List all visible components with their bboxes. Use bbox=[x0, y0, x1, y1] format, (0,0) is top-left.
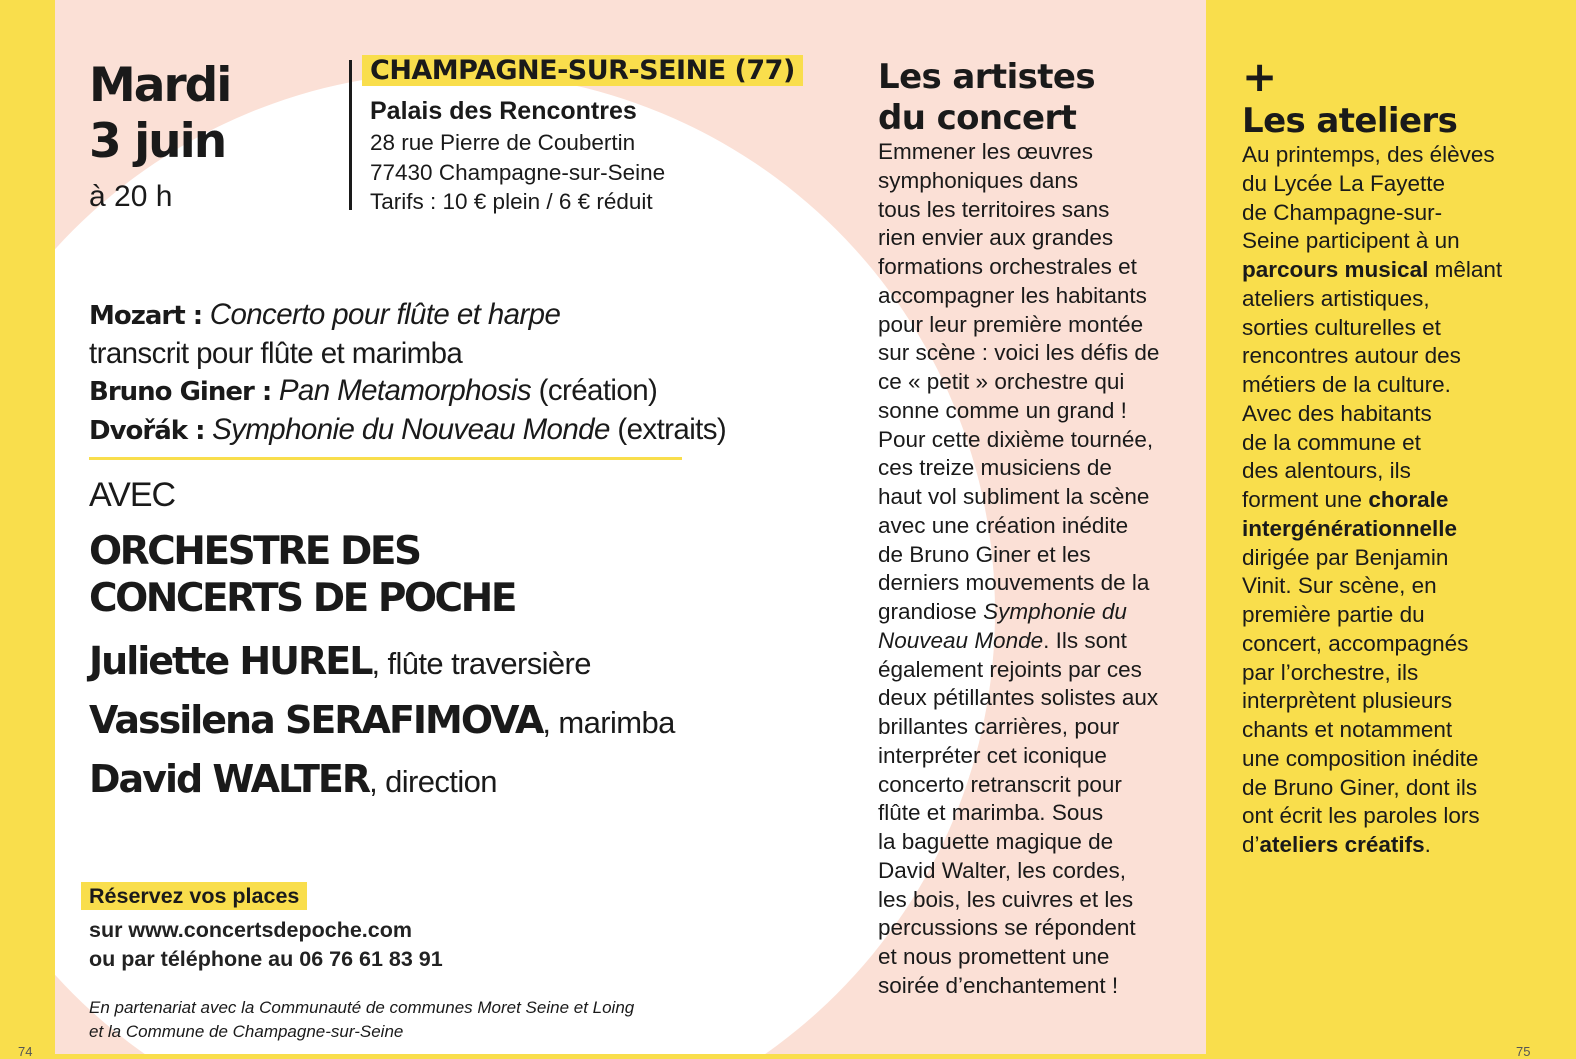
text-line bbox=[878, 598, 1159, 627]
text-line: symphoniques dans bbox=[878, 167, 1079, 193]
orchestra-name bbox=[89, 528, 515, 622]
venue-address bbox=[370, 128, 665, 217]
booking-website[interactable]: sur www.concertsdepoche.com bbox=[89, 918, 412, 942]
artist-walter bbox=[89, 754, 675, 813]
artists-title-line2: du concert bbox=[878, 98, 1077, 138]
artists-list bbox=[89, 636, 675, 813]
text-line: soirée d’enchantement ! bbox=[878, 972, 1119, 998]
booking-phone[interactable]: ou par téléphone au 06 76 61 83 91 bbox=[89, 947, 443, 971]
text-line: rencontres autour des bbox=[1242, 343, 1461, 369]
text-line: ont écrit les paroles lors bbox=[1242, 803, 1480, 829]
venue-name: Palais des Rencontres bbox=[370, 97, 637, 125]
venue-address-line1: 28 rue Pierre de Coubertin bbox=[370, 130, 636, 155]
artist-hurel bbox=[89, 636, 675, 695]
text-segment: mêlant bbox=[1428, 257, 1503, 282]
text-segment-italic: Nouveau Monde bbox=[878, 627, 1044, 653]
text-line: également rejoints par ces bbox=[878, 656, 1142, 682]
composer-dvorak: Dvořák : bbox=[89, 416, 205, 446]
artists-title-line1: Les artistes bbox=[878, 57, 1096, 97]
work-dvorak: Symphonie du Nouveau Monde bbox=[212, 413, 610, 446]
text-line: de Bruno Giner et les bbox=[878, 541, 1091, 567]
text-line bbox=[1242, 515, 1502, 544]
event-date: 3 juin bbox=[89, 114, 226, 169]
text-segment: forment une bbox=[1242, 487, 1369, 512]
text-line: chants et notamment bbox=[1242, 717, 1453, 742]
page-number-right: 75 bbox=[1516, 1044, 1531, 1059]
composer-giner: Bruno Giner : bbox=[89, 377, 272, 407]
text-line: du Lycée La Fayette bbox=[1242, 170, 1446, 196]
text-line: concerto retranscrit pour bbox=[878, 771, 1122, 797]
artist-name: David WALTER bbox=[89, 757, 370, 801]
text-line: accompagner les habitants bbox=[878, 282, 1147, 308]
text-line: tous les territoires sans bbox=[878, 196, 1110, 222]
text-segment-bold: intergénérationnelle bbox=[1242, 515, 1458, 541]
text-line: formations orchestrales et bbox=[878, 254, 1137, 279]
text-line: David Walter, les cordes, bbox=[878, 857, 1127, 883]
text-segment-bold: chorale bbox=[1368, 487, 1449, 512]
program-dvorak bbox=[89, 411, 726, 450]
text-line: première partie du bbox=[1242, 602, 1425, 627]
venue-city: CHAMPAGNE-SUR-SEINE (77) bbox=[362, 55, 803, 86]
text-line: de Champagne-sur- bbox=[1242, 199, 1443, 225]
composer-mozart: Mozart : bbox=[89, 301, 203, 331]
text-line: sorties culturelles et bbox=[1242, 314, 1441, 340]
venue-prices: Tarifs : 10 € plein / 6 € réduit bbox=[370, 189, 653, 214]
program-mozart bbox=[89, 296, 726, 335]
artist-name: Vassilena SERAFIMOVA bbox=[89, 698, 543, 742]
booking-highlight bbox=[81, 884, 307, 909]
artist-role: , flûte traversière bbox=[371, 646, 591, 681]
partnership-note bbox=[89, 996, 634, 1044]
note-giner: (création) bbox=[538, 374, 658, 407]
text-line: brillantes carrières, pour bbox=[878, 714, 1120, 739]
plus-icon: + bbox=[1242, 52, 1278, 101]
booking-label: Réservez vos places bbox=[81, 882, 307, 910]
section-divider bbox=[89, 457, 682, 460]
venue-city-highlight bbox=[362, 55, 803, 86]
text-line: la baguette magique de bbox=[878, 829, 1114, 854]
text-line: interpréter cet iconique bbox=[878, 742, 1107, 768]
artists-column-text bbox=[878, 138, 1159, 1001]
text-line: des alentours, ils bbox=[1242, 458, 1411, 484]
text-segment-bold: ateliers créatifs bbox=[1259, 832, 1425, 857]
text-line: par l’orchestre, ils bbox=[1242, 659, 1419, 685]
text-line: haut vol subliment la scène bbox=[878, 484, 1150, 509]
program-giner bbox=[89, 372, 726, 411]
text-line: flûte et marimba. Sous bbox=[878, 800, 1104, 826]
text-line: métiers de la culture. bbox=[1242, 372, 1451, 397]
text-line: concert, accompagnés bbox=[1242, 630, 1469, 656]
text-line: percussions se répondent bbox=[878, 915, 1136, 941]
ateliers-column-text bbox=[1242, 141, 1502, 860]
avec-label: AVEC bbox=[89, 476, 176, 514]
text-line: Seine participent à un bbox=[1242, 228, 1460, 254]
orchestra-line1: ORCHESTRE DES bbox=[89, 529, 420, 574]
text-line: dirigée par Benjamin bbox=[1242, 544, 1449, 570]
event-day: Mardi bbox=[89, 58, 231, 113]
text-line bbox=[1242, 486, 1502, 515]
orchestra-line2: CONCERTS DE POCHE bbox=[89, 576, 515, 621]
text-line: pour leur première montée bbox=[878, 311, 1144, 337]
booking-info bbox=[89, 916, 443, 974]
text-line: ce « petit » orchestre qui bbox=[878, 369, 1125, 394]
program-mozart-note: transcrit pour flûte et marimba bbox=[89, 337, 463, 370]
program-list bbox=[89, 296, 726, 450]
text-line bbox=[1242, 831, 1502, 860]
venue-divider bbox=[349, 60, 352, 210]
text-line: Emmener les œuvres bbox=[878, 139, 1094, 164]
text-line bbox=[878, 627, 1159, 656]
text-line: Vinit. Sur scène, en bbox=[1242, 573, 1437, 599]
artist-role: , marimba bbox=[542, 705, 675, 740]
note-dvorak: (extraits) bbox=[617, 413, 727, 446]
page-number-left: 74 bbox=[18, 1044, 33, 1059]
text-segment: d’ bbox=[1242, 832, 1260, 857]
text-line: Au printemps, des élèves bbox=[1242, 142, 1495, 167]
text-line: sonne comme un grand ! bbox=[878, 397, 1127, 423]
partnership-line2: et la Commune de Champagne-sur-Seine bbox=[89, 1022, 404, 1041]
artist-serafimova bbox=[89, 695, 675, 754]
text-line: sur scène : voici les défis de bbox=[878, 340, 1160, 366]
event-time: à 20 h bbox=[89, 180, 173, 213]
text-line: de Bruno Giner, dont ils bbox=[1242, 774, 1478, 800]
text-segment: . bbox=[1424, 832, 1431, 857]
text-line: derniers mouvements de la bbox=[878, 570, 1150, 596]
text-line: deux pétillantes solistes aux bbox=[878, 685, 1159, 711]
artist-role: , direction bbox=[369, 764, 497, 799]
artists-column-title bbox=[878, 57, 1095, 139]
artist-name: Juliette HUREL bbox=[89, 639, 372, 683]
text-line: les bois, les cuivres et les bbox=[878, 886, 1134, 912]
text-line: une composition inédite bbox=[1242, 745, 1479, 771]
venue-address-line2: 77430 Champagne-sur-Seine bbox=[370, 159, 666, 185]
text-line: ces treize musiciens de bbox=[878, 455, 1112, 481]
partnership-line1: En partenariat avec la Communauté de communes Moret Seine et Loing bbox=[89, 998, 635, 1017]
text-line: et nous promettent une bbox=[878, 944, 1110, 969]
text-segment-italic: Symphonie du bbox=[983, 599, 1127, 624]
text-line: de la commune et bbox=[1242, 429, 1421, 455]
work-mozart: Concerto pour flûte et harpe bbox=[209, 298, 561, 331]
text-line: Pour cette dixième tournée, bbox=[878, 426, 1154, 452]
text-segment: . Ils sont bbox=[1043, 627, 1127, 653]
text-line: ateliers artistiques, bbox=[1242, 285, 1430, 311]
text-segment-bold: parcours musical bbox=[1242, 257, 1429, 282]
text-line: avec une création inédite bbox=[878, 512, 1129, 538]
text-line bbox=[1242, 256, 1502, 285]
work-giner: Pan Metamorphosis bbox=[278, 374, 532, 407]
text-line: Avec des habitants bbox=[1242, 400, 1432, 426]
text-segment: grandiose bbox=[878, 599, 984, 624]
text-line: rien envier aux grandes bbox=[878, 225, 1114, 251]
text-line: interprètent plusieurs bbox=[1242, 688, 1453, 714]
ateliers-column-title: Les ateliers bbox=[1242, 101, 1458, 141]
